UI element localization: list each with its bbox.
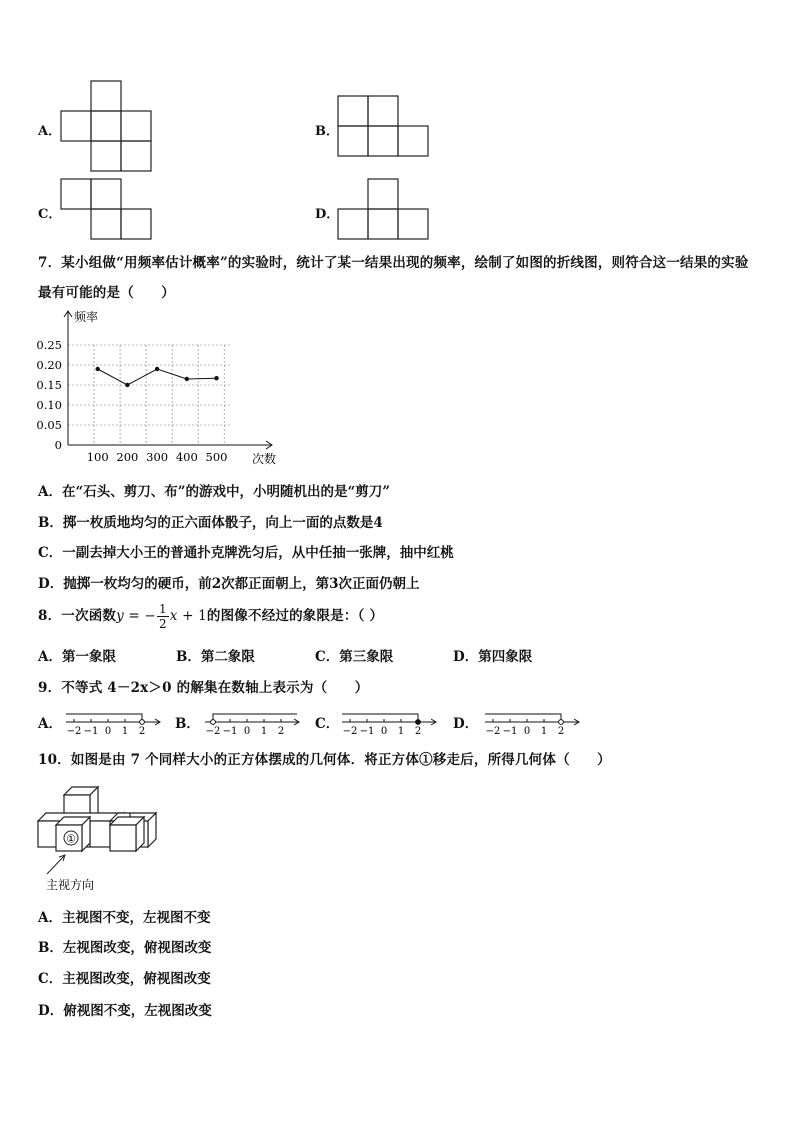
q8-y: y <box>116 608 124 624</box>
open-point <box>140 720 145 725</box>
data-point <box>155 367 159 371</box>
tick-label: −1 <box>359 726 375 737</box>
y-axis-label: 频率 <box>74 310 99 324</box>
q8-plus: + 1 <box>177 608 207 624</box>
tick-label: 1 <box>260 726 268 737</box>
q6-option-c-net <box>60 178 155 240</box>
q7-stem-line1: 7．某小组做“用频率估计概率”的实验时，统计了某一结果出现的频率，绘制了如图的折线图，则符合这一结果的实验 <box>38 255 749 271</box>
chart-grid <box>68 345 230 445</box>
q6-option-a-label: A． <box>38 124 62 139</box>
q8-fraction <box>157 602 169 631</box>
x-axis-label: 次数 <box>252 452 277 466</box>
tick-label: 1 <box>397 726 405 737</box>
tick-label: 0 <box>243 726 251 737</box>
q8-option-d: D．第四象限 <box>453 649 533 665</box>
q8-option-c: C．第三象限 <box>315 649 394 665</box>
q10-option-c: C．主视图改变，俯视图改变 <box>38 971 211 987</box>
y-tick-label: 0.05 <box>36 418 62 432</box>
data-point <box>185 377 189 381</box>
q9-option-d-label: D． <box>453 716 479 732</box>
q8-fraction-den: 2 <box>158 617 167 631</box>
q9-option-a-numberline <box>64 706 164 738</box>
q8-option-b: B．第二象限 <box>176 649 255 665</box>
solution-ray <box>342 714 418 722</box>
q8-suffix: 的图像不经过的象限是：（ ） <box>206 608 384 624</box>
solution-ray <box>213 714 297 722</box>
q9-option-b-label: B． <box>175 716 200 732</box>
x-tick-label: 200 <box>116 450 139 464</box>
tick-label: 1 <box>121 726 129 737</box>
q7-option-c: C．一副去掉大小王的普通扑克牌洗匀后，从中任抽一张牌，抽中红桃 <box>38 545 454 561</box>
q7-stem-line2: 最有可能的是（ ） <box>38 285 175 301</box>
q6-option-d-net <box>337 178 432 240</box>
q8-x: x <box>169 608 178 624</box>
q8-eq: = − <box>123 608 156 624</box>
tick-label: 0 <box>523 726 531 737</box>
q6-option-b-net <box>337 95 432 157</box>
q8-prefix: 8．一次函数 <box>38 608 117 624</box>
q7-option-a: A．在“石头、剪刀、布”的游戏中，小明随机出的是“剪刀” <box>38 484 391 500</box>
tick-label: −2 <box>485 726 501 737</box>
solution-ray <box>485 714 561 722</box>
y-tick-label: 0.15 <box>36 378 62 392</box>
open-point <box>211 720 216 725</box>
q8-stem <box>38 602 383 631</box>
q6-option-c-label: C． <box>38 207 62 222</box>
tick-label: 2 <box>414 726 422 737</box>
q10-option-d: D．俯视图不变，左视图改变 <box>38 1003 212 1019</box>
y-tick-label: 0.25 <box>36 338 62 352</box>
q10-option-b: B．左视图改变，俯视图改变 <box>38 940 212 956</box>
tick-label: 2 <box>138 726 146 737</box>
q10-cube-figure <box>35 775 165 895</box>
q10-stem: 10．如图是由 7 个同样大小的正方体摆成的几何体．将正方体①移走后，所得几何体（ ） <box>38 752 611 768</box>
direction-arrow <box>47 855 65 874</box>
q10-option-a: A．主视图不变，左视图不变 <box>38 910 211 926</box>
q8-option-a: A．第一象限 <box>38 649 116 665</box>
q9-stem: 9．不等式 4－2x＞0 的解集在数轴上表示为（ ） <box>38 680 369 696</box>
cube-1-label: ① <box>66 832 76 846</box>
x-tick-label: 400 <box>175 450 198 464</box>
x-tick-label: 500 <box>205 450 228 464</box>
tick-label: −1 <box>502 726 518 737</box>
q7-option-b: B．掷一枚质地均匀的正六面体骰子，向上一面的点数是4 <box>38 515 383 531</box>
q6-option-b-label: B． <box>315 124 339 139</box>
tick-label: −1 <box>83 726 99 737</box>
q9-option-b-numberline <box>203 706 303 738</box>
open-point <box>559 720 564 725</box>
closed-point <box>416 720 421 725</box>
x-tick-label: 300 <box>146 450 169 464</box>
q7-option-d: D．抛掷一枚均匀的硬币，前2次都正面朝上，第3次正面仍朝上 <box>38 576 420 592</box>
y-tick-label: 0.10 <box>36 398 62 412</box>
solution-ray <box>66 714 142 722</box>
q8-fraction-num: 1 <box>158 602 167 616</box>
tick-label: −2 <box>205 726 221 737</box>
frequency-line-chart <box>30 305 277 467</box>
tick-label: 2 <box>277 726 285 737</box>
tick-label: −2 <box>342 726 358 737</box>
y-tick-label: 0 <box>54 438 62 452</box>
y-tick-label: 0.20 <box>36 358 62 372</box>
tick-label: 1 <box>540 726 548 737</box>
tick-label: −2 <box>66 726 82 737</box>
q9-option-a-label: A． <box>38 716 62 732</box>
tick-label: 0 <box>104 726 112 737</box>
q9-option-c-numberline <box>340 706 440 738</box>
tick-label: 0 <box>380 726 388 737</box>
data-point <box>214 376 218 380</box>
tick-label: 2 <box>557 726 565 737</box>
data-point <box>125 383 129 387</box>
x-tick-label: 100 <box>86 450 109 464</box>
data-point <box>96 367 100 371</box>
series-line <box>98 369 217 385</box>
q6-option-a-net <box>60 80 155 172</box>
q9-option-c-label: C． <box>315 716 340 732</box>
tick-label: −1 <box>222 726 238 737</box>
q6-option-d-label: D． <box>315 207 340 222</box>
view-direction-label: 主视方向 <box>46 878 95 892</box>
q9-option-d-numberline <box>483 706 583 738</box>
